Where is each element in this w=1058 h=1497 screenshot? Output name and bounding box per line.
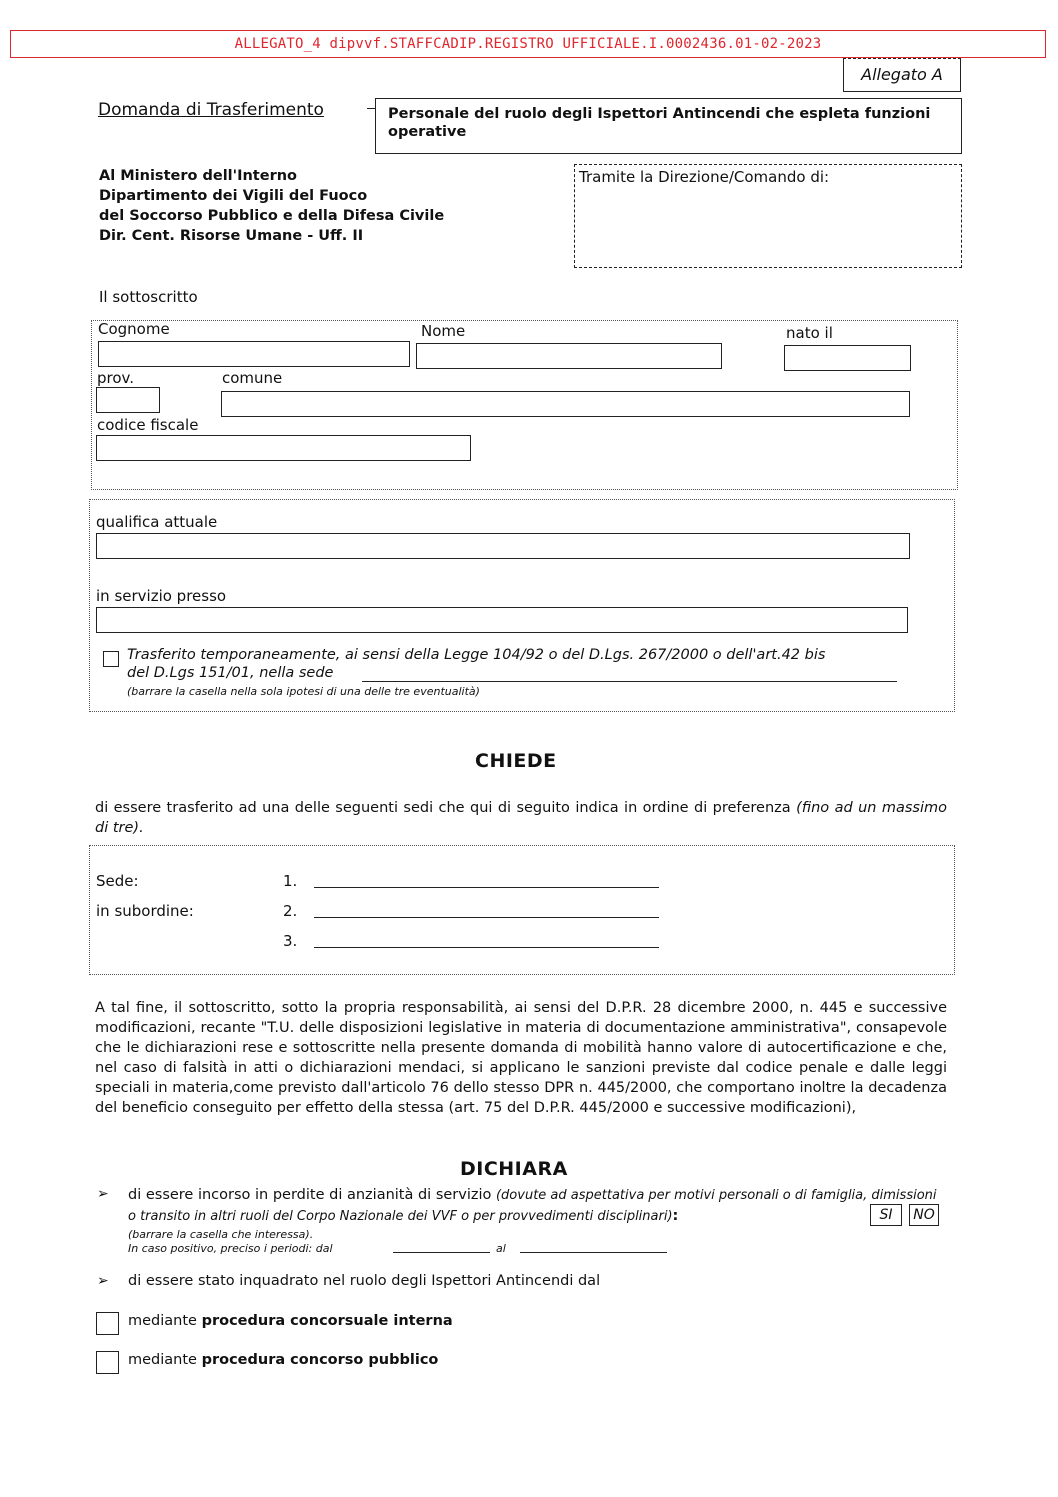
cognome-field[interactable]	[98, 341, 410, 367]
recipient-line-1: Al Ministero dell'Interno	[99, 168, 298, 184]
recipient-address	[99, 166, 444, 246]
chiede-heading: CHIEDE	[475, 750, 557, 772]
sedi-section	[89, 845, 955, 975]
opt1-prefix: mediante	[128, 1313, 202, 1329]
protocol-stamp: ALLEGATO_4 dipvvf.STAFFCADIP.REGISTRO UFFICIALE.I.0002436.01-02-2023	[10, 30, 1046, 58]
title-separator	[367, 108, 375, 109]
bullet-1: ➢	[97, 1186, 109, 1202]
periodo-dal-line[interactable]	[393, 1252, 490, 1253]
al-label: al	[496, 1242, 506, 1255]
dichiarazione-paragraph: A tal fine, il sottoscritto, sotto la propria responsabilità, ai sensi del D.P.R. 28 dicembre 2000, n. 445 e successive modificazioni, recante "T.U. delle disposizioni legislative in materia di documentazione amministrativa", consapevole che le dichiarazioni rese e sottoscritte nella presente domanda di mobilità hanno valore di autocertificazione e che, nel caso di falsità in atti o dichiarazioni mendaci, si applicano le sanzioni previste dal codice penale e dalle leggi speciali in materia,come previsto dall'articolo 76 dello stesso DPR n. 445/2000, che comportano inoltre la decadenza del beneficio conseguito per effetto della stessa (art. 75 del D.P.R. 445/2000 e successive modificazioni),	[95, 1000, 947, 1116]
nome-field[interactable]	[416, 343, 722, 369]
personale-box	[375, 98, 962, 154]
opt2-label	[128, 1350, 438, 1370]
tramite-box[interactable]	[574, 164, 962, 268]
si-box[interactable]: SI	[870, 1204, 902, 1226]
item1-colon: :	[672, 1208, 679, 1224]
sede-number-2: 2.	[283, 902, 298, 920]
allegato-label: Allegato A	[843, 58, 961, 92]
sottoscritto-label: Il sottoscritto	[99, 288, 198, 306]
trasferito-line-1: Trasferito temporaneamente, ai sensi della Legge 104/92 o del D.Lgs. 267/2000 o dell'art.42 bis	[127, 647, 826, 663]
nato-il-field[interactable]	[784, 345, 911, 371]
trasferito-note: (barrare la casella nella sola ipotesi di una delle tre eventualità)	[127, 685, 480, 698]
qualifica-label: qualifica attuale	[96, 513, 218, 531]
qualifica-field[interactable]	[96, 533, 910, 559]
periodo-al-line[interactable]	[520, 1252, 667, 1253]
trasferito-sede-line[interactable]	[362, 681, 897, 682]
trasferito-checkbox[interactable]	[103, 651, 119, 667]
opt2-prefix: mediante	[128, 1352, 202, 1368]
opt2-bold: procedura concorso pubblico	[201, 1352, 439, 1368]
chiede-intro-text: di essere trasferito ad una delle seguenti sedi che qui di seguito indica in ordine di preferenza	[95, 800, 791, 816]
personale-text: Personale del ruolo degli Ispettori Antincendi che espleta funzioni operative	[388, 106, 931, 140]
sede-number-3: 3.	[283, 932, 298, 950]
servizio-presso-field[interactable]	[96, 607, 908, 633]
nome-label: Nome	[421, 322, 466, 340]
concorsuale-interna-checkbox[interactable]	[96, 1312, 119, 1335]
codice-fiscale-field[interactable]	[96, 435, 471, 461]
sede-label: Sede:	[96, 872, 139, 890]
chiede-intro-italic: (fino ad un massimo di tre).	[95, 800, 947, 836]
recipient-line-3: del Soccorso Pubblico e della Difesa Civile	[99, 208, 445, 224]
sede-1-line[interactable]	[314, 887, 659, 888]
opt1-label	[128, 1311, 453, 1331]
trasferito-line-2: del D.Lgs 151/01, nella sede	[127, 665, 334, 681]
recipient-line-4: Dir. Cent. Risorse Umane - Uff. II	[99, 228, 364, 244]
comune-label: comune	[222, 369, 283, 387]
document-title: Domanda di Trasferimento	[98, 100, 324, 120]
chiede-intro	[95, 798, 947, 838]
sede-2-line[interactable]	[314, 917, 659, 918]
opt1-bold: procedura concorsuale interna	[201, 1313, 453, 1329]
subordine-label: in subordine:	[96, 902, 194, 920]
recipient-line-2: Dipartimento dei Vigili del Fuoco	[99, 188, 368, 204]
item1-text: di essere incorso in perdite di anzianità di servizio	[128, 1187, 492, 1203]
dichiara-heading: DICHIARA	[460, 1158, 568, 1180]
dichiara-item-1	[128, 1185, 948, 1227]
concorso-pubblico-checkbox[interactable]	[96, 1351, 119, 1374]
barrare-note: (barrare la casella che interessa).	[128, 1228, 314, 1241]
sede-3-line[interactable]	[314, 947, 659, 948]
sede-number-1: 1.	[283, 872, 298, 890]
servizio-presso-label: in servizio presso	[96, 587, 227, 605]
bullet-2: ➢	[97, 1273, 109, 1289]
cognome-label: Cognome	[98, 320, 170, 338]
no-box[interactable]: NO	[909, 1204, 939, 1226]
nato-il-label: nato il	[786, 324, 833, 342]
periodi-label: In caso positivo, preciso i periodi: dal	[128, 1242, 333, 1255]
tramite-label: Tramite la Direzione/Comando di:	[579, 168, 830, 186]
prov-label: prov.	[97, 369, 135, 387]
item1-italic: (dovute ad aspettativa per motivi personali o di famiglia, dimissioni o transito in altri ruoli del Corpo Nazionale dei VVF o per provvedimenti disciplinari)	[128, 1188, 937, 1224]
prov-field[interactable]	[96, 387, 160, 413]
dichiara-item-2: di essere stato inquadrato nel ruolo degli Ispettori Antincendi dal	[128, 1273, 601, 1289]
codice-fiscale-label: codice fiscale	[97, 416, 199, 434]
comune-field[interactable]	[221, 391, 910, 417]
